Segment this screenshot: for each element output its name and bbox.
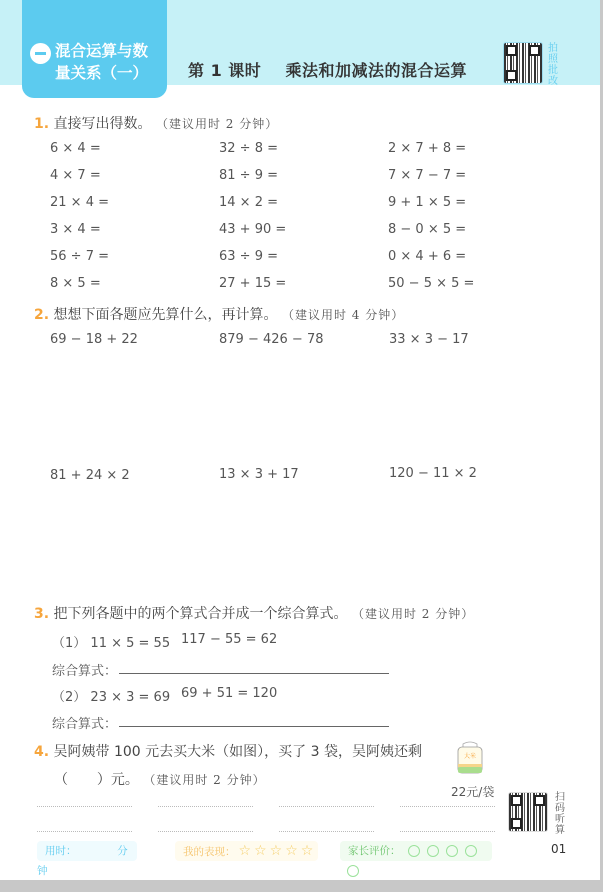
qr-code-icon[interactable] [508, 792, 548, 832]
q4-hint: （建议用时 2 分钟） [143, 773, 266, 787]
q1-number: 1. [34, 116, 50, 132]
svg-text:大米: 大米 [463, 753, 477, 760]
q4-blank-line [54, 769, 266, 789]
qr-label-char: 码 [555, 803, 565, 814]
q3-part1 [52, 632, 170, 651]
parent-rating-box [340, 841, 492, 861]
q1-expr: 27 + 15 = [219, 276, 287, 291]
q1-expr: 8 × 5 = [50, 276, 101, 291]
parent-label: 家长评价： [348, 845, 401, 857]
rice-bag-icon [455, 740, 485, 776]
blank-open: （ [54, 772, 68, 788]
q3-expr: 11 × 5 = 55 [90, 636, 171, 651]
q3-part-label: （2） [52, 690, 87, 705]
work-line[interactable] [279, 831, 374, 832]
q3-answer-line[interactable] [119, 673, 389, 674]
q1-expr: 0 × 4 + 6 = [388, 249, 467, 264]
q3-hint: （建议用时 2 分钟） [351, 607, 475, 621]
smile-icon[interactable] [446, 845, 458, 857]
smile-icon[interactable] [427, 845, 439, 857]
circle-dash-icon [30, 43, 51, 64]
q1-expr: 6 × 4 = [50, 141, 101, 156]
work-line[interactable] [158, 831, 253, 832]
star-icon[interactable]: ☆ [285, 843, 298, 859]
star-icon[interactable]: ☆ [269, 843, 283, 859]
unit-title-line1: 混合运算与数 [55, 42, 149, 60]
q1-expr: 7 × 7 − 7 = [388, 168, 467, 183]
scan-listen-label [555, 792, 566, 836]
q2-expr: 69 − 18 + 22 [50, 332, 138, 347]
unit-title-line2: 量关系（一） [55, 64, 149, 82]
qr-label-char: 批 [548, 65, 558, 76]
star-icon[interactable]: ☆ [254, 843, 267, 859]
q2-expr: 13 × 3 + 17 [219, 467, 299, 482]
q4-number: 4. [34, 744, 50, 760]
q1-expr: 81 ÷ 9 = [219, 168, 278, 183]
qr-label-char: 听 [555, 814, 565, 825]
q3-number: 3. [34, 606, 50, 622]
page-number: 01 [551, 842, 567, 856]
q1-expr: 14 × 2 = [219, 195, 278, 210]
q4-text: 吴阿姨带 100 元去买大米（如图），买了 3 袋，吴阿姨还剩 [53, 744, 422, 760]
q1-heading [34, 113, 278, 133]
q3-part2 [52, 686, 170, 705]
q1-title: 直接写出得数。 [53, 116, 152, 132]
q2-expr: 81 + 24 × 2 [50, 468, 130, 483]
blank-close: ）元。 [96, 772, 139, 788]
q3-answer-line[interactable] [119, 726, 389, 727]
lesson-title: 第 1 课时 乘法和加减法的混合运算 [188, 61, 468, 80]
q1-expr: 3 × 4 = [50, 222, 101, 237]
q1-expr: 56 ÷ 7 = [50, 249, 109, 264]
q2-hint: （建议用时 4 分钟） [281, 308, 405, 322]
q1-expr: 32 ÷ 8 = [219, 141, 278, 156]
q2-heading [34, 304, 404, 324]
q2-expr: 879 − 426 − 78 [219, 332, 324, 347]
q1-expr: 43 + 90 = [219, 222, 287, 237]
work-line[interactable] [400, 831, 495, 832]
work-line[interactable] [400, 806, 495, 807]
qr-label-char: 扫 [555, 792, 565, 803]
q4-heading [34, 741, 422, 761]
photo-grade-label [548, 43, 559, 87]
q1-expr: 9 + 1 × 5 = [388, 195, 467, 210]
q3-expr: 117 − 55 = 62 [181, 632, 278, 647]
q1-expr: 21 × 4 = [50, 195, 109, 210]
star-icon[interactable]: ☆ [238, 843, 252, 859]
q3-expr: 69 + 51 = 120 [181, 686, 278, 701]
rice-price: 22元/袋 [451, 785, 495, 799]
q2-expr: 33 × 3 − 17 [389, 332, 469, 347]
time-spent-box [37, 841, 137, 877]
q2-expr: 120 − 11 × 2 [389, 466, 477, 481]
smile-icon[interactable] [347, 865, 359, 877]
time-label: 用时： [45, 845, 77, 857]
smile-icon[interactable] [465, 845, 477, 857]
qr-label-char: 拍 [548, 43, 558, 54]
q2-title: 想想下面各题应先算什么，再计算。 [53, 307, 278, 323]
work-line[interactable] [279, 806, 374, 807]
star-icon[interactable]: ☆ [300, 843, 314, 859]
q3-answer-label: 综合算式： [52, 664, 118, 679]
work-line[interactable] [158, 806, 253, 807]
q3-part-label: （1） [52, 636, 87, 651]
work-line[interactable] [37, 806, 132, 807]
q1-expr: 8 − 0 × 5 = [388, 222, 467, 237]
unit-title [55, 40, 165, 84]
qr-label-char: 算 [555, 825, 565, 836]
q1-expr: 2 × 7 + 8 = [388, 141, 467, 156]
q3-answer-label: 综合算式： [52, 717, 118, 732]
q1-expr: 50 − 5 × 5 = [388, 276, 475, 291]
q1-expr: 4 × 7 = [50, 168, 101, 183]
performance-label: 我的表现： [183, 846, 236, 858]
q3-title: 把下列各题中的两个算式合并成一个综合算式。 [53, 606, 348, 622]
qr-code-icon[interactable] [503, 42, 543, 84]
qr-label-char: 改 [548, 76, 558, 87]
smile-icon[interactable] [408, 845, 420, 857]
q1-expr: 63 ÷ 9 = [219, 249, 278, 264]
q1-hint: （建议用时 2 分钟） [155, 117, 279, 131]
qr-label-char: 照 [548, 54, 558, 65]
self-rating-box [175, 841, 318, 861]
q3-heading [34, 603, 474, 623]
q2-number: 2. [34, 307, 50, 323]
work-line[interactable] [37, 831, 132, 832]
q3-expr: 23 × 3 = 69 [90, 690, 171, 705]
time-unit: 分钟 [37, 845, 128, 877]
